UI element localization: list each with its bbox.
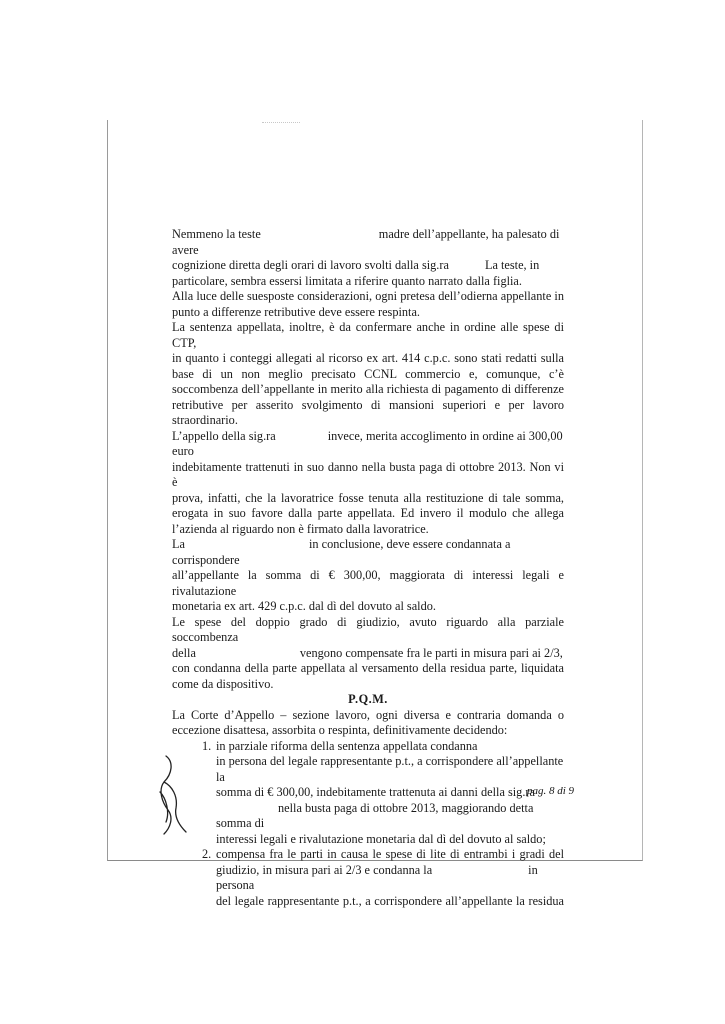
- text-run: Nemmeno la teste: [172, 227, 261, 241]
- line: somma di € 300,00, indebitamente trattenuta ai danni della sig.ra: [216, 785, 535, 799]
- page-number: pag. 8 di 9: [527, 785, 575, 797]
- line: [172, 258, 564, 274]
- line: interessi legali e rivalutazione monetaria dal dì del dovuto al saldo;: [216, 831, 546, 846]
- line: straordinario.: [172, 413, 238, 427]
- pqm-item-2: [172, 847, 564, 909]
- line: [172, 429, 564, 460]
- line: prova, infatti, che la lavoratrice fosse tenuta alla restituzione di tale somma,: [172, 490, 564, 505]
- line: base di un non meglio precisato CCNL commercio e, comunque, c’è: [172, 366, 564, 381]
- line: [172, 646, 564, 662]
- handwritten-signature: [152, 752, 197, 842]
- line: del legale rappresentante p.t., a corrispondere all’appellante la residua: [216, 893, 564, 908]
- line: monetaria ex art. 429 c.p.c. dal dì del dovuto al saldo.: [172, 599, 436, 613]
- line: La Corte d’Appello – sezione lavoro, ogni diversa e contraria domanda o: [172, 707, 564, 722]
- text-run: cognizione diretta degli orari di lavoro svolti dalla sig.ra: [172, 258, 449, 272]
- text-run: La teste, in: [484, 258, 540, 272]
- line: [172, 863, 564, 894]
- line: retributive per asserito svolgimento di mansioni superiori e per lavoro: [172, 397, 564, 412]
- line: soccombenza dell’appellante in merito alla richiesta di pagamento di differenze: [172, 382, 564, 396]
- text-run: L’appello della sig.ra: [172, 428, 276, 443]
- text-run: La: [172, 537, 185, 551]
- line: Alla luce delle suesposte considerazioni, ogni pretesa dell’odierna appellante in: [172, 289, 564, 303]
- line: l’azienda al riguardo non è firmato dalla lavoratrice.: [172, 521, 429, 536]
- line: punto a differenze retributive deve essere respinta.: [172, 304, 420, 319]
- text-run: vengono compensate fra le parti in misura pari ai 2/3,: [299, 645, 563, 660]
- line: con condanna della parte appellata al versamento della residua parte, liquidata: [172, 661, 564, 675]
- line: in quanto i conteggi allegati al ricorso ex art. 414 c.p.c. sono stati redatti sulla: [172, 351, 564, 365]
- line: erogata in suo favore dalla parte appellata. Ed invero il modulo che allega: [172, 506, 564, 520]
- pqm-item-1: [172, 739, 564, 848]
- list-number: 2.: [202, 847, 212, 861]
- list-number: 1.: [202, 738, 212, 753]
- document-body: [172, 227, 564, 909]
- text-run: nella busta paga di ottobre 2013, maggiorando detta somma di: [216, 800, 534, 830]
- text-run: invece, merita accoglimento in ordine ai 300,00 euro: [172, 428, 563, 458]
- line: compensa fra le parti in causa le spese di lite di entrambi i gradi del: [216, 847, 564, 861]
- line: in parziale riforma della sentenza appellata condanna: [216, 738, 478, 753]
- line: Le spese del doppio grado di giudizio, avuto riguardo alla parziale soccombenza: [172, 614, 564, 644]
- line: [172, 801, 564, 832]
- line: indebitamente trattenuti in suo danno nella busta paga di ottobre 2013. Non vi è: [172, 459, 564, 489]
- text-run: madre dell’appellante, ha palesato di avere: [172, 227, 560, 257]
- line: particolare, sembra essersi limitata a riferire quanto narrato dalla figlia.: [172, 273, 522, 288]
- text-run: della: [172, 645, 196, 660]
- pqm-heading: P.Q.M.: [348, 692, 388, 706]
- line: [172, 227, 564, 258]
- line: in persona del legale rappresentante p.t., a corrispondere all’appellante la: [216, 754, 564, 784]
- line: La sentenza appellata, inoltre, è da confermare anche in ordine alle spese di CTP,: [172, 320, 564, 350]
- line: [172, 537, 564, 568]
- line: eccezione disattesa, assorbita o respinta, definitivamente decidendo:: [172, 723, 508, 737]
- line: all’appellante la somma di € 300,00, maggiorata di interessi legali e rivalutazione: [172, 568, 564, 598]
- line: come da dispositivo.: [172, 676, 274, 691]
- text-run: giudizio, in misura pari ai 2/3 e condanna la: [216, 862, 433, 877]
- text-run: in conclusione, deve essere condannata a corrispondere: [172, 537, 511, 567]
- text-run: in persona: [216, 862, 538, 892]
- scan-smudge: [262, 122, 300, 125]
